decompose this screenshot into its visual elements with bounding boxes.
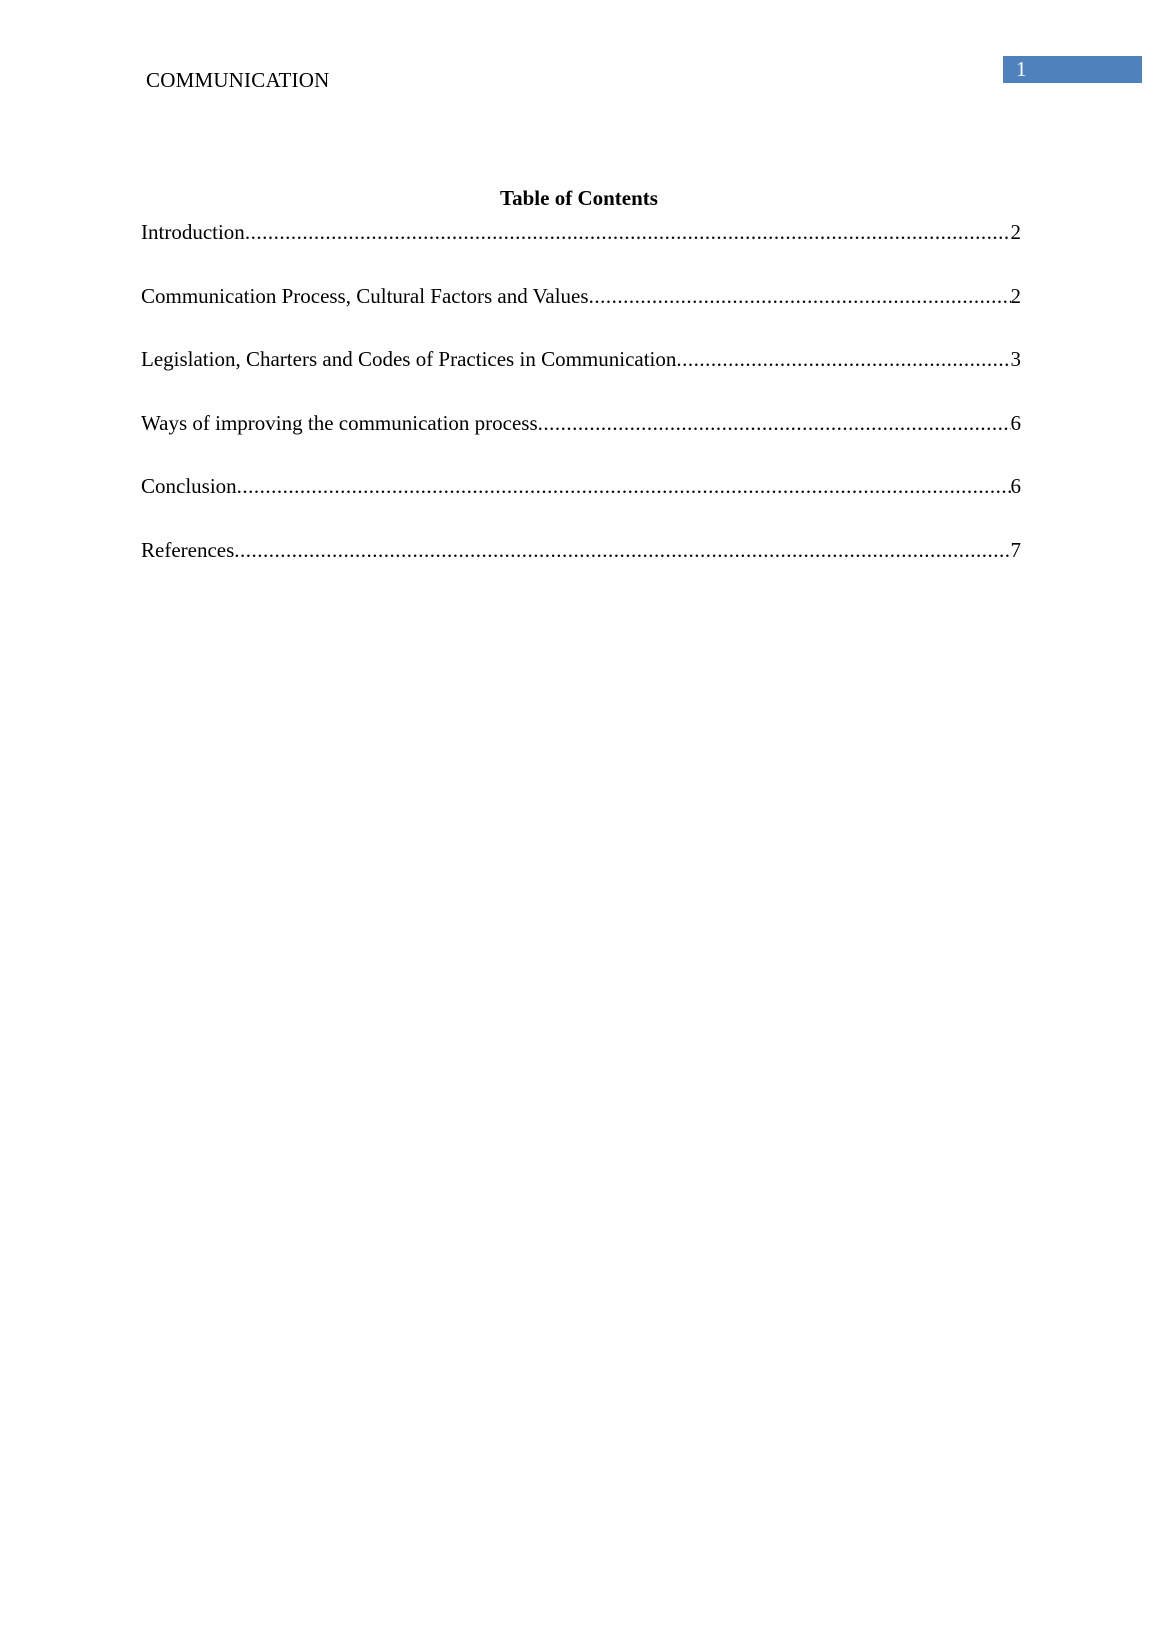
toc-entry-label: Conclusion [141, 474, 237, 499]
table-of-contents [141, 219, 1021, 601]
toc-entry-label: Communication Process, Cultural Factors and Values [141, 283, 589, 308]
toc-entry-page: 6 [1010, 410, 1021, 435]
toc-entry-page: 6 [1010, 474, 1021, 499]
toc-entry-page: 3 [1010, 347, 1021, 372]
toc-heading: Table of Contents [500, 186, 658, 210]
toc-entry-ways-of-improving[interactable] [141, 410, 1021, 474]
toc-entry-references[interactable] [141, 537, 1021, 601]
page-number: 1 [1016, 57, 1027, 81]
page-number-badge [1003, 56, 1142, 83]
toc-entry-page: 2 [1010, 220, 1021, 244]
toc-entry-label: References [141, 537, 235, 562]
toc-entry-conclusion[interactable] [141, 473, 1021, 537]
toc-dot-leader [245, 219, 1011, 245]
toc-entry-label: Introduction [141, 220, 245, 244]
toc-entry-communication-process[interactable] [141, 283, 1021, 347]
toc-dot-leader [237, 473, 1011, 499]
toc-dot-leader [538, 410, 1011, 436]
toc-dot-leader [676, 346, 1010, 372]
running-header-title: COMMUNICATION [146, 68, 330, 92]
toc-dot-leader [234, 537, 1010, 563]
toc-entry-label: Ways of improving the communication process [141, 410, 538, 435]
toc-dot-leader [589, 283, 1011, 309]
toc-entry-legislation[interactable] [141, 346, 1021, 410]
toc-entry-introduction[interactable] [141, 219, 1021, 283]
toc-entry-page: 7 [1010, 537, 1021, 562]
toc-entry-label: Legislation, Charters and Codes of Practices in Communication [141, 347, 677, 372]
toc-entry-page: 2 [1010, 283, 1021, 308]
